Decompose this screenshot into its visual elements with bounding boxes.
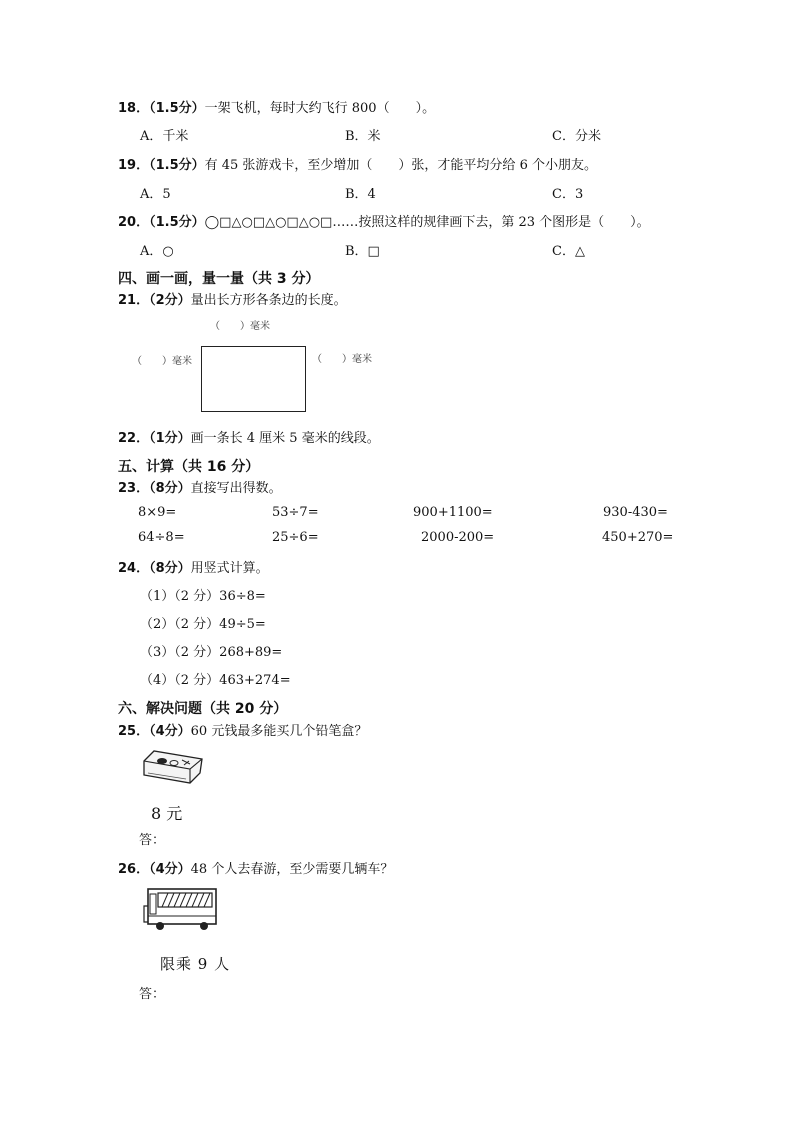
question-21: [118, 289, 347, 308]
option-a[interactable]: A．5: [140, 187, 171, 202]
question-score: （8分）: [149, 481, 191, 496]
question-text: 画一条长 4 厘米 5 毫米的线段。: [190, 431, 380, 446]
calc-item: 450+270=: [602, 530, 674, 545]
option-b[interactable]: B．4: [345, 187, 376, 202]
question-text: 有 45 张游戏卡，至少增加（ ）张，才能平均分给 6 个小朋友。: [204, 158, 597, 173]
bus-icon: [142, 886, 220, 934]
calc-item: 930-430=: [603, 505, 668, 520]
question-18: [118, 97, 435, 116]
question-number: 22．: [118, 431, 150, 446]
price-label: 8 元: [151, 804, 183, 823]
option-a[interactable]: A．千米: [140, 129, 189, 144]
option-c[interactable]: C．3: [552, 187, 584, 202]
answer-label: 答：: [139, 833, 166, 848]
option-a[interactable]: A．○: [140, 244, 174, 259]
option-b[interactable]: B．□: [345, 244, 380, 259]
calc-item: 64÷8=: [138, 530, 185, 545]
question-number: 25．: [118, 724, 150, 739]
question-score: （1.5分）: [149, 101, 205, 116]
question-25: [118, 720, 367, 739]
vertical-calc-item: （1）（2 分）36÷8=: [140, 589, 266, 604]
calc-item: 900+1100=: [413, 505, 493, 520]
blank-right-label[interactable]: （ ）毫米: [312, 354, 372, 365]
question-score: （2分）: [149, 293, 191, 308]
answer-label: 答：: [139, 987, 166, 1002]
calc-item: 8×9=: [138, 505, 177, 520]
question-22: [118, 427, 380, 446]
vertical-calc-item: （2）（2 分）49÷5=: [140, 617, 266, 632]
calc-item: 53÷7=: [272, 505, 319, 520]
question-text: 48 个人去春游，至少需要几辆车？: [190, 862, 394, 877]
question-score: （4分）: [149, 862, 191, 877]
capacity-caption: 限乘 9 人: [160, 955, 231, 973]
blank-top-label[interactable]: （ ）毫米: [210, 321, 270, 332]
question-number: 26．: [118, 862, 150, 877]
measure-rectangle: [201, 346, 306, 412]
question-score: （1.5分）: [149, 158, 205, 173]
section-heading-5: 五、计算（共 16 分）: [118, 459, 260, 475]
vertical-calc-item: （4）（2 分）463+274=: [140, 673, 291, 688]
question-score: （1分）: [149, 431, 191, 446]
option-c[interactable]: C．分米: [552, 129, 601, 144]
question-score: （8分）: [149, 561, 191, 576]
question-number: 18．: [118, 101, 150, 116]
question-number: 19．: [118, 158, 150, 173]
question-text: 直接写出得数。: [190, 481, 282, 496]
vertical-calc-item: （3）（2 分）268+89=: [140, 645, 283, 660]
question-20: [118, 211, 650, 230]
question-19: [118, 154, 597, 173]
question-score: （4分）: [149, 724, 191, 739]
question-text: 60 元钱最多能买几个铅笔盒？: [190, 724, 368, 739]
question-text: 量出长方形各条边的长度。: [190, 293, 347, 308]
question-text: ◯□△○□△○□△○□……按照这样的规律画下去，第 23 个图形是（ ）。: [204, 215, 650, 230]
calc-item: 2000-200=: [421, 530, 495, 545]
pencil-box-icon: [140, 747, 206, 787]
question-number: 24．: [118, 561, 150, 576]
question-score: （1.5分）: [149, 215, 205, 230]
option-c[interactable]: C．△: [552, 244, 585, 259]
blank-left-label[interactable]: （ ）毫米: [132, 356, 192, 367]
question-number: 23．: [118, 481, 150, 496]
question-number: 21．: [118, 293, 150, 308]
question-24: [118, 557, 269, 576]
question-23: [118, 477, 282, 496]
question-text: 用竖式计算。: [190, 561, 269, 576]
question-text: 一架飞机，每时大约飞行 800（ ）。: [204, 101, 436, 116]
section-heading-6: 六、解决问题（共 20 分）: [118, 701, 288, 717]
section-heading-4: 四、画一画，量一量（共 3 分）: [118, 271, 320, 287]
question-26: [118, 858, 393, 877]
option-b[interactable]: B．米: [345, 129, 381, 144]
calc-item: 25÷6=: [272, 530, 319, 545]
question-number: 20．: [118, 215, 150, 230]
